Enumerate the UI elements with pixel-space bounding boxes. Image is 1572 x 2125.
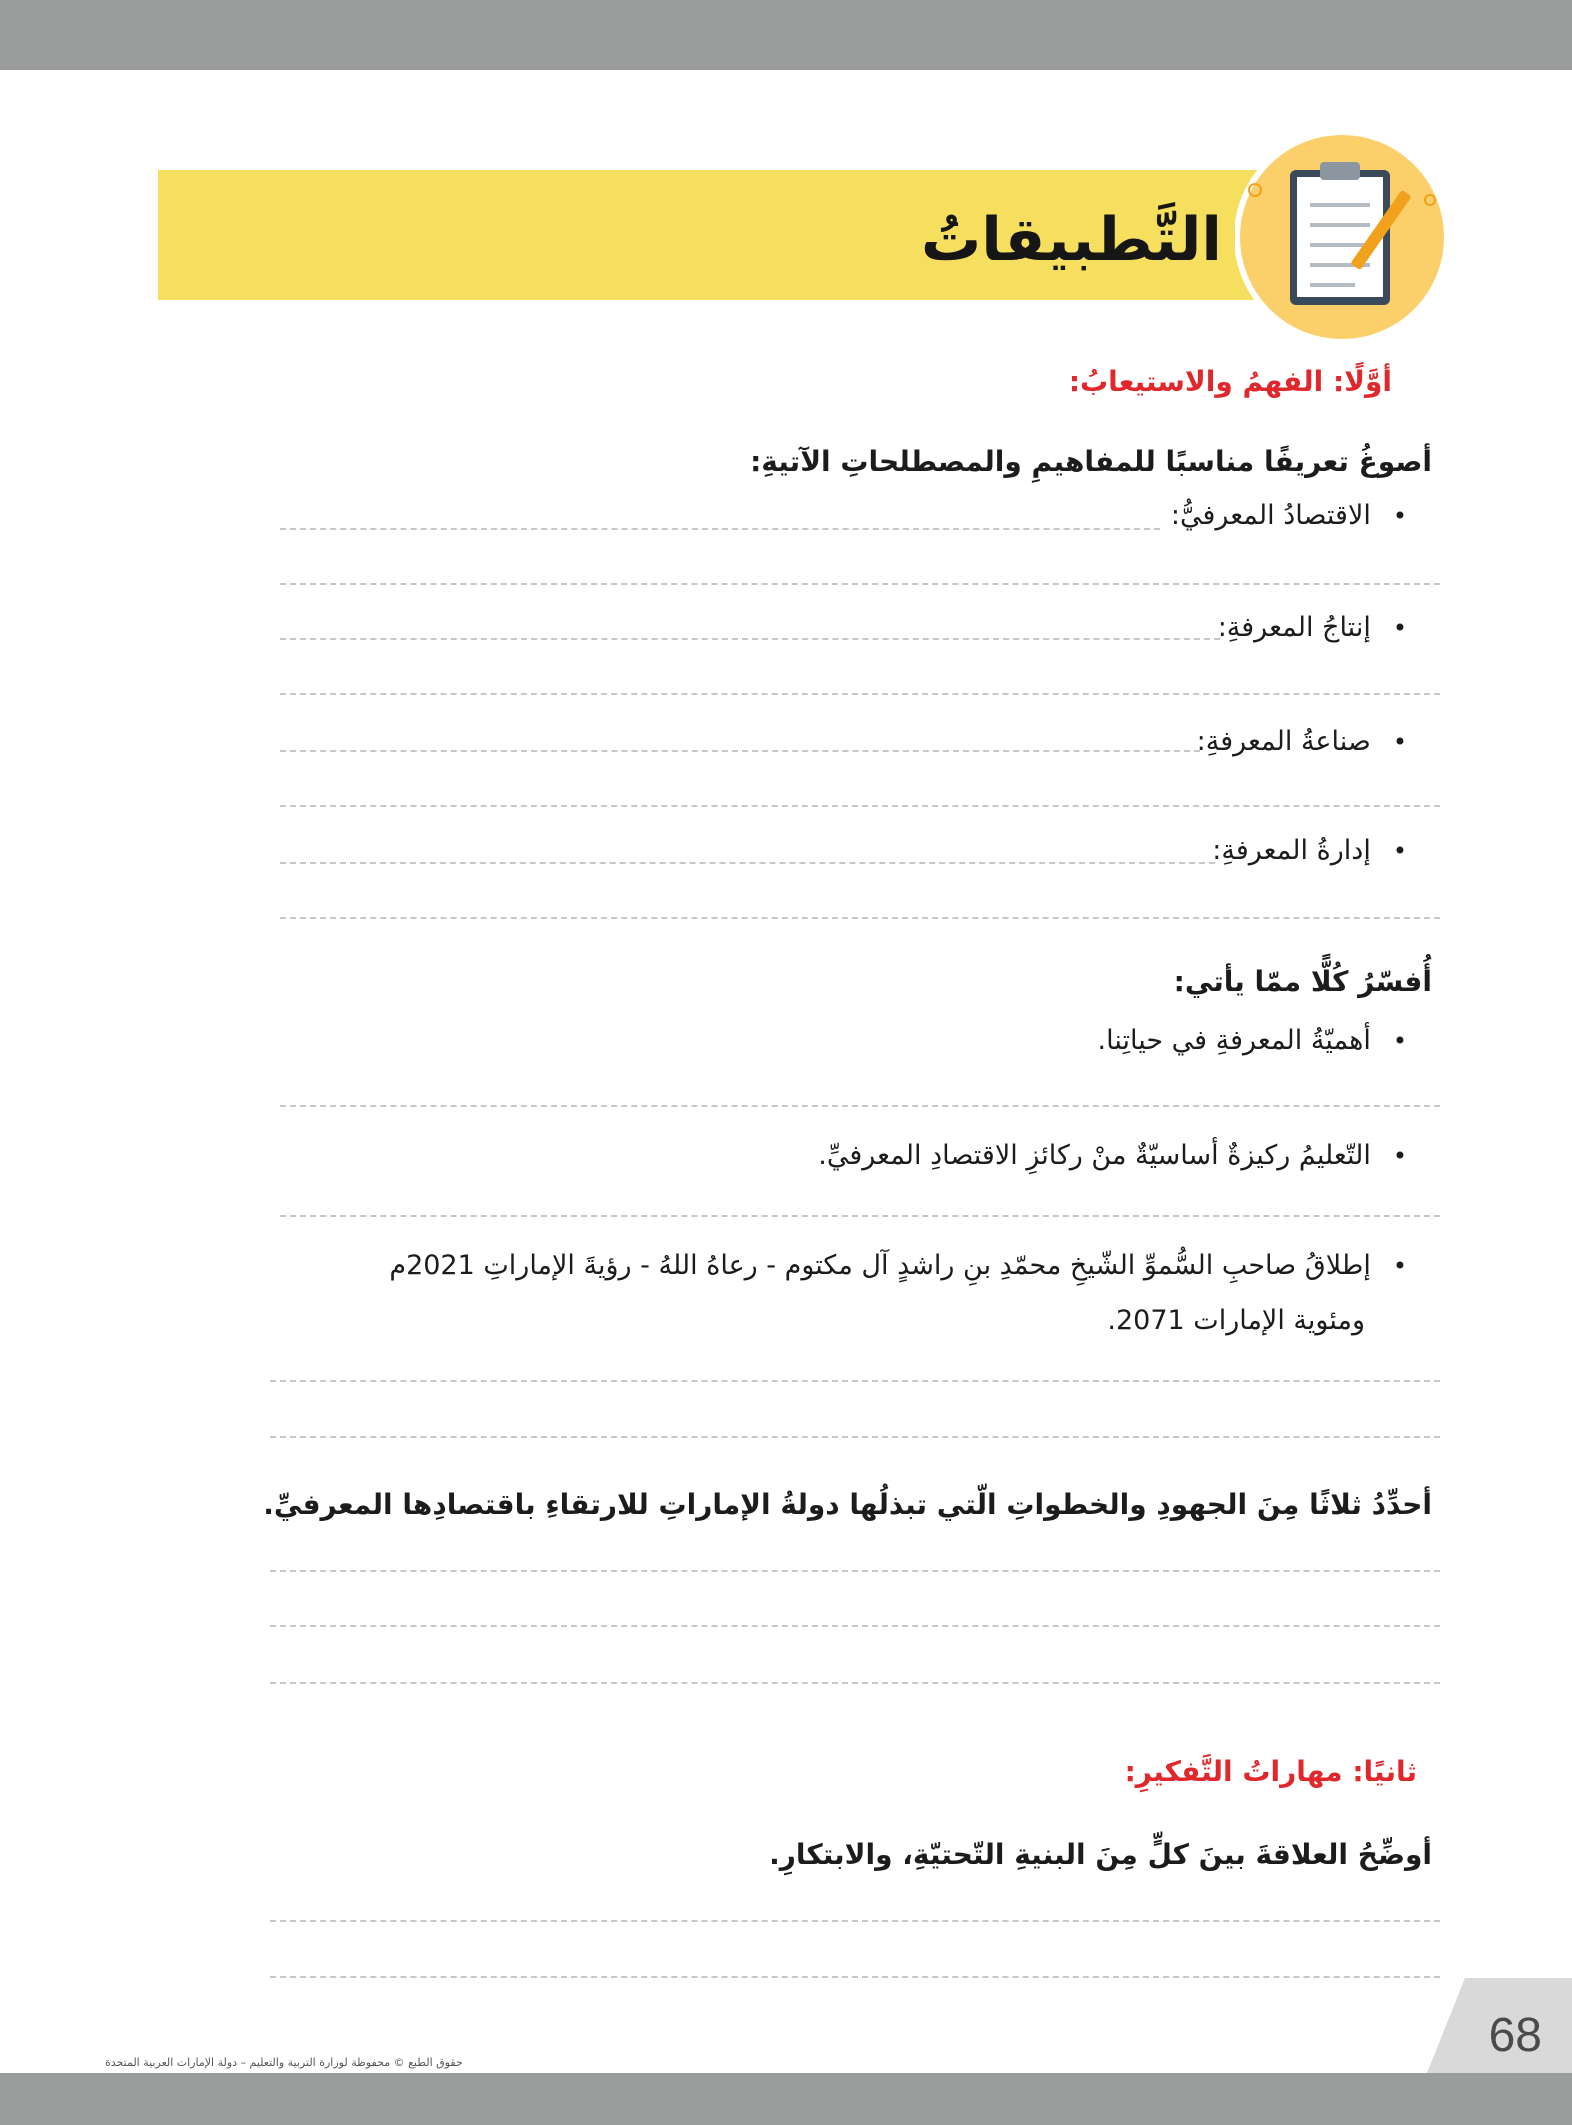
answer-line bbox=[280, 528, 1160, 530]
answer-line bbox=[280, 1105, 1440, 1107]
bottom-bar bbox=[0, 2073, 1572, 2125]
section2-heading: ثانيًا: مهاراتُ التَّفكيرِ: bbox=[1124, 1755, 1417, 1788]
top-bar bbox=[0, 0, 1572, 70]
answer-line bbox=[270, 1625, 1440, 1627]
q1-prompt: أصوغُ تعريفًا مناسبًا للمفاهيمِ والمصطلحاتِ الآتيةِ: bbox=[750, 445, 1432, 478]
answer-line bbox=[270, 1976, 1440, 1978]
answer-line bbox=[280, 638, 1220, 640]
copyright-notice: حقوق الطبع © محفوظة لوزارة التربية والتعليم – دولة الإمارات العربية المتحدة bbox=[105, 2056, 463, 2069]
q2-item-3: • إطلاقُ صاحبِ السُّموِّ الشّيخِ محمّدِ بنِ راشدٍ آل مكتوم - رعاهُ اللهُ - رؤيةَ الإماراتِ 2021م bbox=[389, 1250, 1407, 1281]
page-number: 68 bbox=[1488, 2009, 1542, 2062]
answer-line bbox=[280, 805, 1440, 807]
answer-line bbox=[280, 583, 1440, 585]
answer-line bbox=[280, 750, 1200, 752]
answer-line bbox=[280, 693, 1440, 695]
q1-item-3: • صناعةُ المعرفةِ: bbox=[1197, 726, 1407, 757]
q2-item-2: • التّعليمُ ركيزةٌ أساسيّةٌ منْ ركائزِ الاقتصادِ المعرفيِّ. bbox=[818, 1140, 1407, 1171]
answer-line bbox=[280, 917, 1440, 919]
q3-prompt: أحدِّدُ ثلاثًا مِنَ الجهودِ والخطواتِ الّتي تبذلُها دولةُ الإماراتِ للارتقاءِ باقتصادِها المعرفيِّ. bbox=[263, 1488, 1432, 1521]
section2-q1-prompt: أوضِّحُ العلاقةَ بينَ كلٍّ مِنَ البنيةِ التّحتيّةِ، والابتكارِ. bbox=[769, 1838, 1432, 1871]
q2-prompt: أُفسّرُ كُلًّا ممّا يأتي: bbox=[1173, 965, 1432, 998]
clipboard-icon bbox=[1235, 130, 1450, 345]
answer-line bbox=[270, 1920, 1440, 1922]
section1-heading: أوَّلًا: الفهمُ والاستيعابُ: bbox=[1068, 365, 1392, 398]
answer-line bbox=[270, 1380, 1440, 1382]
q1-item-4: • إدارةُ المعرفةِ: bbox=[1212, 835, 1407, 866]
answer-line bbox=[270, 1682, 1440, 1684]
q2-item-3-cont: ومئوية الإمارات 2071. bbox=[1107, 1305, 1365, 1336]
q1-item-2: • إنتاجُ المعرفةِ: bbox=[1218, 612, 1407, 643]
page-title: التَّطبيقاتُ bbox=[920, 205, 1222, 275]
answer-line bbox=[280, 862, 1215, 864]
q1-item-1: • الاقتصادُ المعرفيُّ: bbox=[1171, 500, 1407, 531]
q2-item-1: • أهميّةُ المعرفةِ في حياتِنا. bbox=[1098, 1025, 1407, 1056]
answer-line bbox=[270, 1570, 1440, 1572]
answer-line bbox=[280, 1215, 1440, 1217]
answer-line bbox=[270, 1436, 1440, 1438]
